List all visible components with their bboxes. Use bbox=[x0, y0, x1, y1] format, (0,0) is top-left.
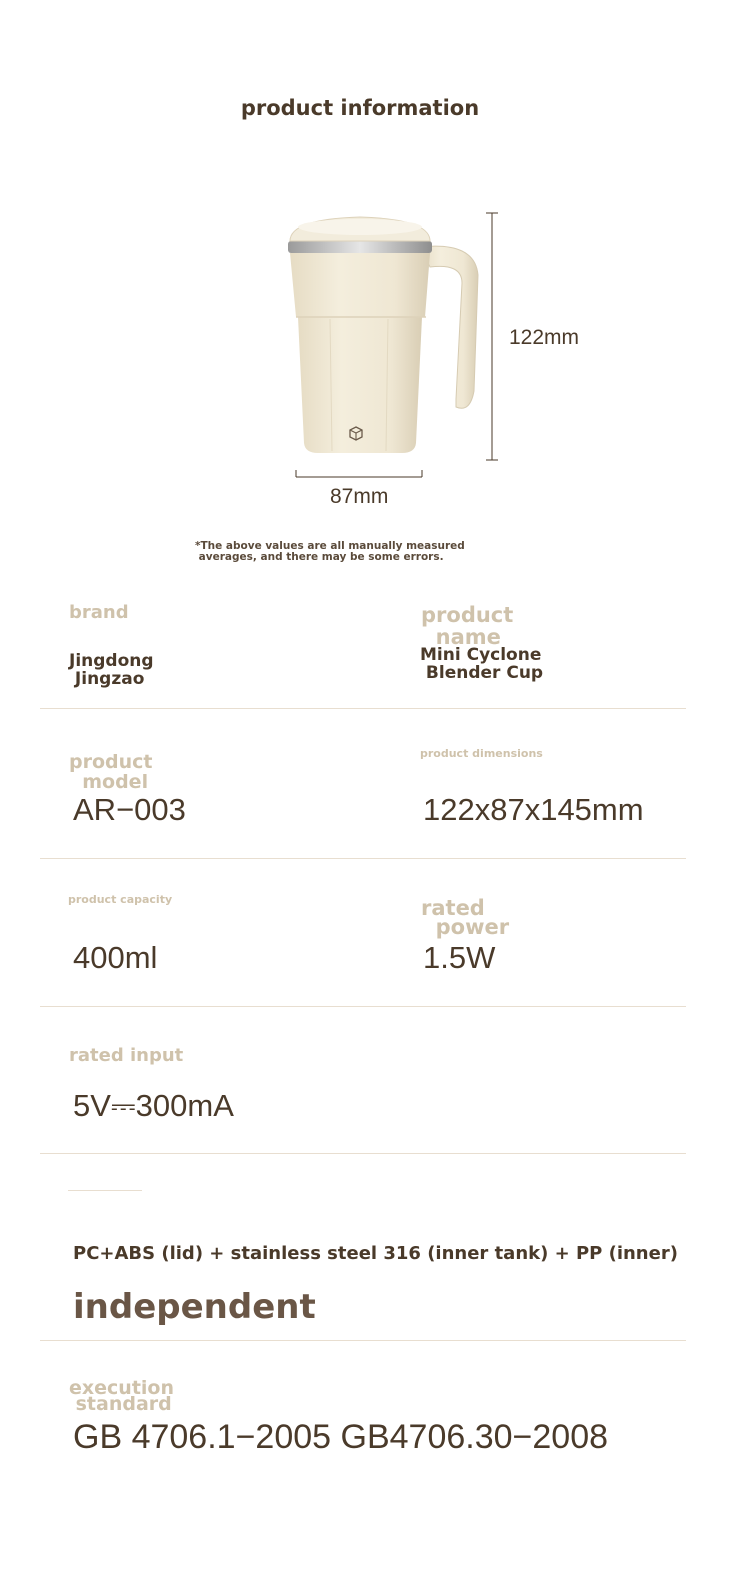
product-name-value: Mini Cyclone Blender Cup bbox=[420, 645, 544, 683]
product-dimensions-value: 122x87x145mm bbox=[423, 792, 644, 827]
packaging-value: independent bbox=[73, 1287, 316, 1327]
product-capacity-label: product capacity bbox=[68, 893, 173, 906]
brand-value: Jingdong Jingzao bbox=[69, 651, 154, 689]
product-model-label: product model bbox=[69, 751, 153, 793]
divider bbox=[40, 1006, 686, 1007]
rated-input-value: 5V⎓300mA bbox=[73, 1088, 234, 1123]
width-dimension: 87mm bbox=[330, 485, 389, 508]
material-value: PC+ABS (lid) + stainless steel 316 (inner tank) + PP (inner) bbox=[73, 1243, 678, 1264]
rated-power-label: rated power bbox=[421, 896, 510, 939]
rated-input-label: rated input bbox=[69, 1045, 184, 1066]
height-dimension: 122mm bbox=[509, 326, 580, 349]
divider bbox=[40, 1340, 686, 1341]
product-dimensions-label: product dimensions bbox=[420, 747, 543, 760]
product-model-value: AR−003 bbox=[73, 792, 186, 827]
divider bbox=[40, 1153, 686, 1154]
rated-power-value: 1.5W bbox=[423, 940, 496, 975]
execution-standard-value: GB 4706.1−2005 GB4706.30−2008 bbox=[73, 1418, 609, 1456]
product-capacity-value: 400ml bbox=[73, 940, 158, 975]
dimension-lines bbox=[290, 205, 510, 490]
product-name-label: product name bbox=[421, 603, 514, 649]
measurement-note: *The above values are all manually measured averages, and there may be some errors. bbox=[195, 540, 465, 563]
material-label-placeholder bbox=[68, 1190, 142, 1191]
page-title: product information bbox=[240, 96, 480, 120]
brand-label: brand bbox=[69, 602, 129, 623]
divider bbox=[40, 708, 686, 709]
divider bbox=[40, 858, 686, 859]
execution-standard-label: execution standard bbox=[69, 1377, 174, 1415]
